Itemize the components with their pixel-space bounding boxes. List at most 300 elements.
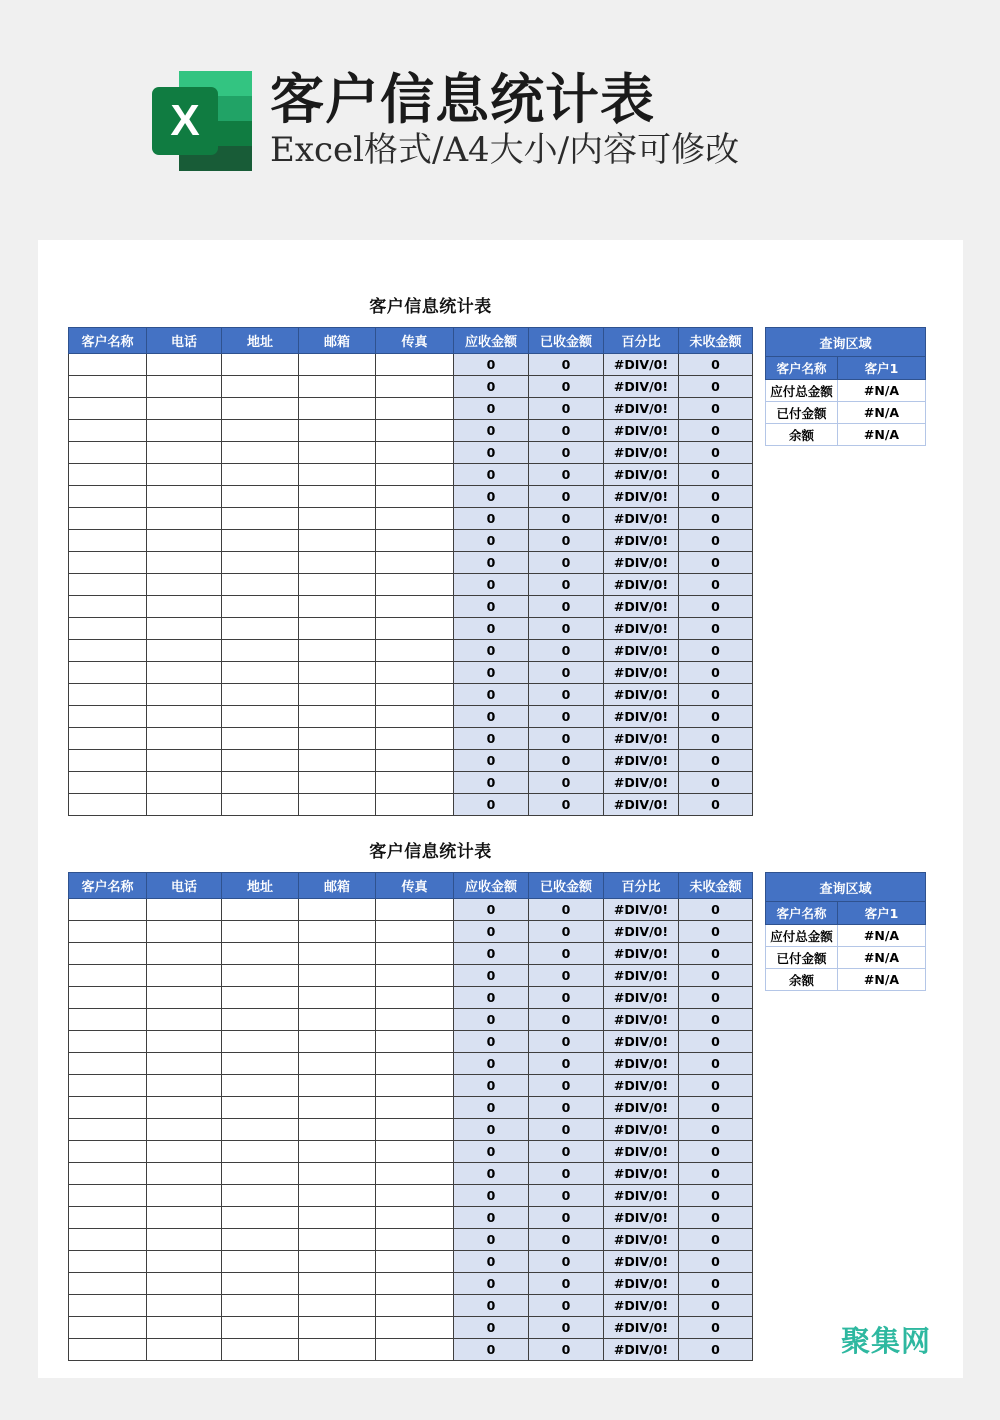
cell-value[interactable]: 0 [679,420,753,442]
cell-empty[interactable] [147,1317,222,1339]
cell-empty[interactable] [299,1053,376,1075]
column-header-7[interactable]: 已收金额 [529,873,604,899]
table-row[interactable] [69,354,753,376]
cell-empty[interactable] [299,1295,376,1317]
cell-empty[interactable] [376,943,454,965]
table-row[interactable] [69,1317,753,1339]
table-row[interactable] [69,398,753,420]
table-row[interactable] [69,1141,753,1163]
cell-value[interactable]: 0 [454,420,529,442]
cell-empty[interactable] [299,750,376,772]
query-row-value[interactable]: #N/A [838,925,926,947]
cell-value[interactable]: 0 [454,552,529,574]
cell-empty[interactable] [69,684,147,706]
cell-empty[interactable] [69,750,147,772]
cell-value[interactable]: #DIV/0! [604,1053,679,1075]
cell-empty[interactable] [299,706,376,728]
cell-empty[interactable] [69,1229,147,1251]
cell-empty[interactable] [69,1053,147,1075]
table-row[interactable] [69,943,753,965]
cell-value[interactable]: #DIV/0! [604,1075,679,1097]
cell-value[interactable]: 0 [679,965,753,987]
cell-empty[interactable] [222,618,299,640]
cell-value[interactable]: 0 [679,1317,753,1339]
cell-empty[interactable] [376,552,454,574]
cell-value[interactable]: 0 [529,354,604,376]
cell-empty[interactable] [69,662,147,684]
cell-value[interactable]: 0 [454,1229,529,1251]
table-1-body[interactable] [69,354,753,816]
cell-value[interactable]: 0 [679,398,753,420]
cell-empty[interactable] [222,987,299,1009]
cell-value[interactable]: #DIV/0! [604,552,679,574]
cell-value[interactable]: 0 [679,1207,753,1229]
cell-value[interactable]: 0 [679,618,753,640]
table-row[interactable] [69,662,753,684]
cell-empty[interactable] [69,1031,147,1053]
cell-empty[interactable] [147,1009,222,1031]
table-row[interactable] [69,921,753,943]
query-panel-2-body[interactable] [766,902,926,991]
cell-value[interactable]: #DIV/0! [604,750,679,772]
cell-empty[interactable] [299,1031,376,1053]
table-row[interactable] [69,1185,753,1207]
cell-value[interactable]: 0 [529,1317,604,1339]
cell-value[interactable]: 0 [454,1119,529,1141]
cell-value[interactable]: 0 [454,376,529,398]
table-row[interactable] [69,1207,753,1229]
cell-value[interactable]: 0 [679,508,753,530]
cell-empty[interactable] [376,398,454,420]
cell-empty[interactable] [222,1075,299,1097]
cell-value[interactable]: 0 [679,1229,753,1251]
cell-empty[interactable] [147,662,222,684]
table-row[interactable] [69,1009,753,1031]
cell-empty[interactable] [69,943,147,965]
table-row[interactable] [69,1031,753,1053]
query-row[interactable] [766,969,926,991]
cell-value[interactable]: 0 [529,772,604,794]
table-row[interactable] [69,640,753,662]
table-row[interactable] [69,574,753,596]
table-row[interactable] [69,1273,753,1295]
cell-empty[interactable] [299,1009,376,1031]
cell-empty[interactable] [69,398,147,420]
cell-value[interactable]: #DIV/0! [604,442,679,464]
cell-empty[interactable] [147,706,222,728]
cell-empty[interactable] [299,398,376,420]
cell-value[interactable]: #DIV/0! [604,1031,679,1053]
cell-value[interactable]: 0 [679,662,753,684]
cell-empty[interactable] [376,618,454,640]
cell-empty[interactable] [299,464,376,486]
cell-empty[interactable] [69,899,147,921]
cell-empty[interactable] [299,921,376,943]
table-row[interactable] [69,508,753,530]
cell-empty[interactable] [69,1163,147,1185]
cell-empty[interactable] [376,1185,454,1207]
cell-empty[interactable] [147,1075,222,1097]
cell-value[interactable]: #DIV/0! [604,706,679,728]
cell-value[interactable]: #DIV/0! [604,596,679,618]
cell-empty[interactable] [376,750,454,772]
cell-value[interactable]: 0 [529,486,604,508]
cell-empty[interactable] [376,1229,454,1251]
cell-value[interactable]: 0 [454,464,529,486]
cell-value[interactable]: 0 [679,486,753,508]
cell-empty[interactable] [147,354,222,376]
cell-empty[interactable] [69,1075,147,1097]
cell-empty[interactable] [222,1053,299,1075]
cell-value[interactable]: #DIV/0! [604,684,679,706]
cell-empty[interactable] [69,530,147,552]
cell-empty[interactable] [299,640,376,662]
cell-value[interactable]: 0 [454,987,529,1009]
cell-empty[interactable] [147,376,222,398]
cell-value[interactable]: #DIV/0! [604,1185,679,1207]
cell-value[interactable]: 0 [454,1053,529,1075]
column-header-9[interactable]: 未收金额 [679,873,753,899]
cell-empty[interactable] [69,1273,147,1295]
cell-empty[interactable] [222,750,299,772]
table-row[interactable] [69,618,753,640]
cell-empty[interactable] [376,684,454,706]
cell-value[interactable]: 0 [679,1053,753,1075]
cell-value[interactable]: #DIV/0! [604,1141,679,1163]
cell-value[interactable]: 0 [679,706,753,728]
cell-value[interactable]: #DIV/0! [604,965,679,987]
cell-value[interactable]: 0 [679,794,753,816]
cell-empty[interactable] [299,1339,376,1361]
cell-value[interactable]: 0 [679,943,753,965]
table-row[interactable] [69,1097,753,1119]
cell-empty[interactable] [299,596,376,618]
cell-empty[interactable] [376,1317,454,1339]
cell-empty[interactable] [299,1185,376,1207]
table-row[interactable] [69,1163,753,1185]
column-header-3[interactable]: 地址 [222,873,299,899]
cell-empty[interactable] [376,1141,454,1163]
query-panel-1[interactable] [765,327,926,446]
cell-value[interactable]: #DIV/0! [604,772,679,794]
cell-empty[interactable] [69,706,147,728]
query-row[interactable] [766,947,926,969]
table-row[interactable] [69,728,753,750]
cell-value[interactable]: 0 [679,772,753,794]
cell-empty[interactable] [376,1163,454,1185]
cell-empty[interactable] [222,662,299,684]
cell-empty[interactable] [147,530,222,552]
query-row-value[interactable]: #N/A [838,969,926,991]
column-header-9[interactable]: 未收金额 [679,328,753,354]
cell-value[interactable]: 0 [679,640,753,662]
table-row[interactable] [69,596,753,618]
cell-empty[interactable] [222,574,299,596]
cell-value[interactable]: 0 [529,728,604,750]
cell-empty[interactable] [222,508,299,530]
cell-value[interactable]: #DIV/0! [604,921,679,943]
cell-empty[interactable] [376,1053,454,1075]
cell-empty[interactable] [147,464,222,486]
cell-value[interactable]: 0 [679,987,753,1009]
cell-value[interactable]: 0 [454,750,529,772]
column-header-5[interactable]: 传真 [376,873,454,899]
cell-empty[interactable] [222,486,299,508]
cell-empty[interactable] [376,706,454,728]
cell-empty[interactable] [69,987,147,1009]
cell-value[interactable]: 0 [529,794,604,816]
column-header-3[interactable]: 地址 [222,328,299,354]
cell-empty[interactable] [147,943,222,965]
cell-empty[interactable] [299,1317,376,1339]
cell-value[interactable]: 0 [454,1031,529,1053]
column-header-8[interactable]: 百分比 [604,873,679,899]
cell-empty[interactable] [69,596,147,618]
cell-empty[interactable] [147,1207,222,1229]
cell-value[interactable]: #DIV/0! [604,1251,679,1273]
column-header-7[interactable]: 已收金额 [529,328,604,354]
cell-empty[interactable] [147,640,222,662]
table-row[interactable] [69,486,753,508]
cell-value[interactable]: #DIV/0! [604,728,679,750]
cell-value[interactable]: 0 [454,1251,529,1273]
cell-value[interactable]: #DIV/0! [604,618,679,640]
cell-empty[interactable] [376,1295,454,1317]
cell-value[interactable]: 0 [454,442,529,464]
cell-empty[interactable] [299,943,376,965]
query-row-value[interactable]: #N/A [838,424,926,446]
cell-value[interactable]: 0 [454,398,529,420]
cell-value[interactable]: #DIV/0! [604,1229,679,1251]
cell-empty[interactable] [376,1097,454,1119]
cell-empty[interactable] [222,464,299,486]
column-header-4[interactable]: 邮箱 [299,328,376,354]
cell-empty[interactable] [376,1031,454,1053]
cell-empty[interactable] [147,1031,222,1053]
column-header-6[interactable]: 应收金额 [454,873,529,899]
cell-value[interactable]: 0 [529,1295,604,1317]
cell-value[interactable]: 0 [529,1097,604,1119]
table-row[interactable] [69,899,753,921]
cell-empty[interactable] [222,1251,299,1273]
cell-value[interactable]: 0 [529,987,604,1009]
query-row[interactable] [766,902,926,925]
cell-value[interactable]: 0 [454,1075,529,1097]
cell-value[interactable]: 0 [679,1339,753,1361]
table-row[interactable] [69,1295,753,1317]
table-2-body[interactable] [69,899,753,1361]
cell-value[interactable]: 0 [454,1185,529,1207]
cell-value[interactable]: #DIV/0! [604,1009,679,1031]
cell-empty[interactable] [222,1141,299,1163]
cell-empty[interactable] [69,1295,147,1317]
cell-value[interactable]: 0 [679,354,753,376]
cell-empty[interactable] [69,921,147,943]
cell-empty[interactable] [299,618,376,640]
cell-value[interactable]: 0 [529,420,604,442]
cell-empty[interactable] [299,530,376,552]
cell-value[interactable]: 0 [529,1185,604,1207]
cell-value[interactable]: 0 [454,706,529,728]
cell-value[interactable]: 0 [529,1163,604,1185]
cell-empty[interactable] [147,921,222,943]
cell-value[interactable]: 0 [679,1273,753,1295]
cell-value[interactable]: 0 [529,530,604,552]
table-row[interactable] [69,965,753,987]
cell-value[interactable]: 0 [454,965,529,987]
cell-empty[interactable] [299,376,376,398]
cell-value[interactable]: 0 [529,442,604,464]
cell-empty[interactable] [69,464,147,486]
table-row[interactable] [69,706,753,728]
cell-empty[interactable] [222,530,299,552]
cell-value[interactable]: 0 [529,1273,604,1295]
cell-empty[interactable] [69,552,147,574]
cell-empty[interactable] [69,1251,147,1273]
cell-empty[interactable] [222,420,299,442]
table-row[interactable] [69,530,753,552]
column-header-1[interactable]: 客户名称 [69,873,147,899]
cell-value[interactable]: 0 [679,376,753,398]
cell-value[interactable]: #DIV/0! [604,794,679,816]
cell-empty[interactable] [147,1229,222,1251]
cell-empty[interactable] [147,1141,222,1163]
table-row[interactable] [69,1075,753,1097]
cell-empty[interactable] [222,1273,299,1295]
cell-empty[interactable] [376,442,454,464]
cell-value[interactable]: #DIV/0! [604,1295,679,1317]
cell-value[interactable]: #DIV/0! [604,376,679,398]
cell-value[interactable]: #DIV/0! [604,464,679,486]
cell-empty[interactable] [147,728,222,750]
cell-empty[interactable] [299,1075,376,1097]
cell-empty[interactable] [222,1229,299,1251]
cell-value[interactable]: 0 [454,508,529,530]
table-row[interactable] [69,684,753,706]
cell-value[interactable]: 0 [529,706,604,728]
table-row[interactable] [69,1229,753,1251]
cell-value[interactable]: 0 [454,794,529,816]
cell-empty[interactable] [222,398,299,420]
cell-empty[interactable] [299,1207,376,1229]
cell-empty[interactable] [147,1295,222,1317]
cell-empty[interactable] [299,1229,376,1251]
cell-empty[interactable] [69,1141,147,1163]
cell-value[interactable]: 0 [679,684,753,706]
cell-value[interactable]: 0 [679,552,753,574]
cell-value[interactable]: 0 [529,1075,604,1097]
cell-empty[interactable] [69,574,147,596]
cell-value[interactable]: 0 [679,1141,753,1163]
query-row-value[interactable]: #N/A [838,402,926,424]
cell-empty[interactable] [69,640,147,662]
cell-empty[interactable] [376,420,454,442]
cell-value[interactable]: #DIV/0! [604,398,679,420]
table-row[interactable] [69,464,753,486]
cell-value[interactable]: 0 [679,1119,753,1141]
cell-empty[interactable] [69,376,147,398]
cell-empty[interactable] [147,574,222,596]
cell-empty[interactable] [376,354,454,376]
cell-empty[interactable] [299,574,376,596]
cell-empty[interactable] [222,1163,299,1185]
cell-value[interactable]: 0 [529,464,604,486]
cell-empty[interactable] [147,552,222,574]
column-header-5[interactable]: 传真 [376,328,454,354]
cell-value[interactable]: 0 [529,1031,604,1053]
cell-empty[interactable] [299,508,376,530]
cell-empty[interactable] [376,574,454,596]
cell-empty[interactable] [222,1031,299,1053]
cell-empty[interactable] [222,640,299,662]
cell-value[interactable]: 0 [529,943,604,965]
cell-value[interactable]: 0 [529,684,604,706]
cell-empty[interactable] [376,1339,454,1361]
cell-empty[interactable] [299,728,376,750]
cell-value[interactable]: 0 [454,772,529,794]
cell-empty[interactable] [147,899,222,921]
table-row[interactable] [69,442,753,464]
cell-value[interactable]: #DIV/0! [604,1339,679,1361]
cell-value[interactable]: 0 [529,508,604,530]
query-row[interactable] [766,380,926,402]
cell-empty[interactable] [147,1119,222,1141]
cell-value[interactable]: 0 [529,640,604,662]
cell-empty[interactable] [299,662,376,684]
cell-empty[interactable] [147,596,222,618]
cell-value[interactable]: #DIV/0! [604,354,679,376]
cell-value[interactable]: 0 [679,1075,753,1097]
cell-empty[interactable] [222,943,299,965]
query-panel-2[interactable] [765,872,926,991]
cell-empty[interactable] [222,706,299,728]
cell-empty[interactable] [299,1163,376,1185]
cell-empty[interactable] [299,965,376,987]
cell-empty[interactable] [222,1295,299,1317]
cell-empty[interactable] [299,486,376,508]
cell-empty[interactable] [376,1075,454,1097]
cell-empty[interactable] [376,728,454,750]
customer-table-2[interactable] [68,872,753,1361]
cell-value[interactable]: 0 [679,464,753,486]
cell-value[interactable]: 0 [529,1339,604,1361]
cell-empty[interactable] [147,508,222,530]
cell-value[interactable]: 0 [454,1163,529,1185]
query-row-value[interactable]: #N/A [838,380,926,402]
cell-empty[interactable] [376,965,454,987]
cell-empty[interactable] [147,486,222,508]
cell-value[interactable]: 0 [454,1097,529,1119]
query-row-value[interactable]: 客户1 [838,357,926,380]
cell-empty[interactable] [376,921,454,943]
cell-value[interactable]: 0 [454,1009,529,1031]
cell-empty[interactable] [299,420,376,442]
cell-value[interactable]: 0 [454,1207,529,1229]
cell-empty[interactable] [222,442,299,464]
cell-value[interactable]: #DIV/0! [604,1273,679,1295]
table-row[interactable] [69,1119,753,1141]
column-header-1[interactable]: 客户名称 [69,328,147,354]
cell-empty[interactable] [376,596,454,618]
cell-empty[interactable] [376,1251,454,1273]
cell-empty[interactable] [69,618,147,640]
cell-value[interactable]: 0 [454,530,529,552]
cell-empty[interactable] [222,1185,299,1207]
table-row[interactable] [69,1053,753,1075]
cell-empty[interactable] [69,486,147,508]
customer-table-1[interactable] [68,327,753,816]
cell-empty[interactable] [222,552,299,574]
